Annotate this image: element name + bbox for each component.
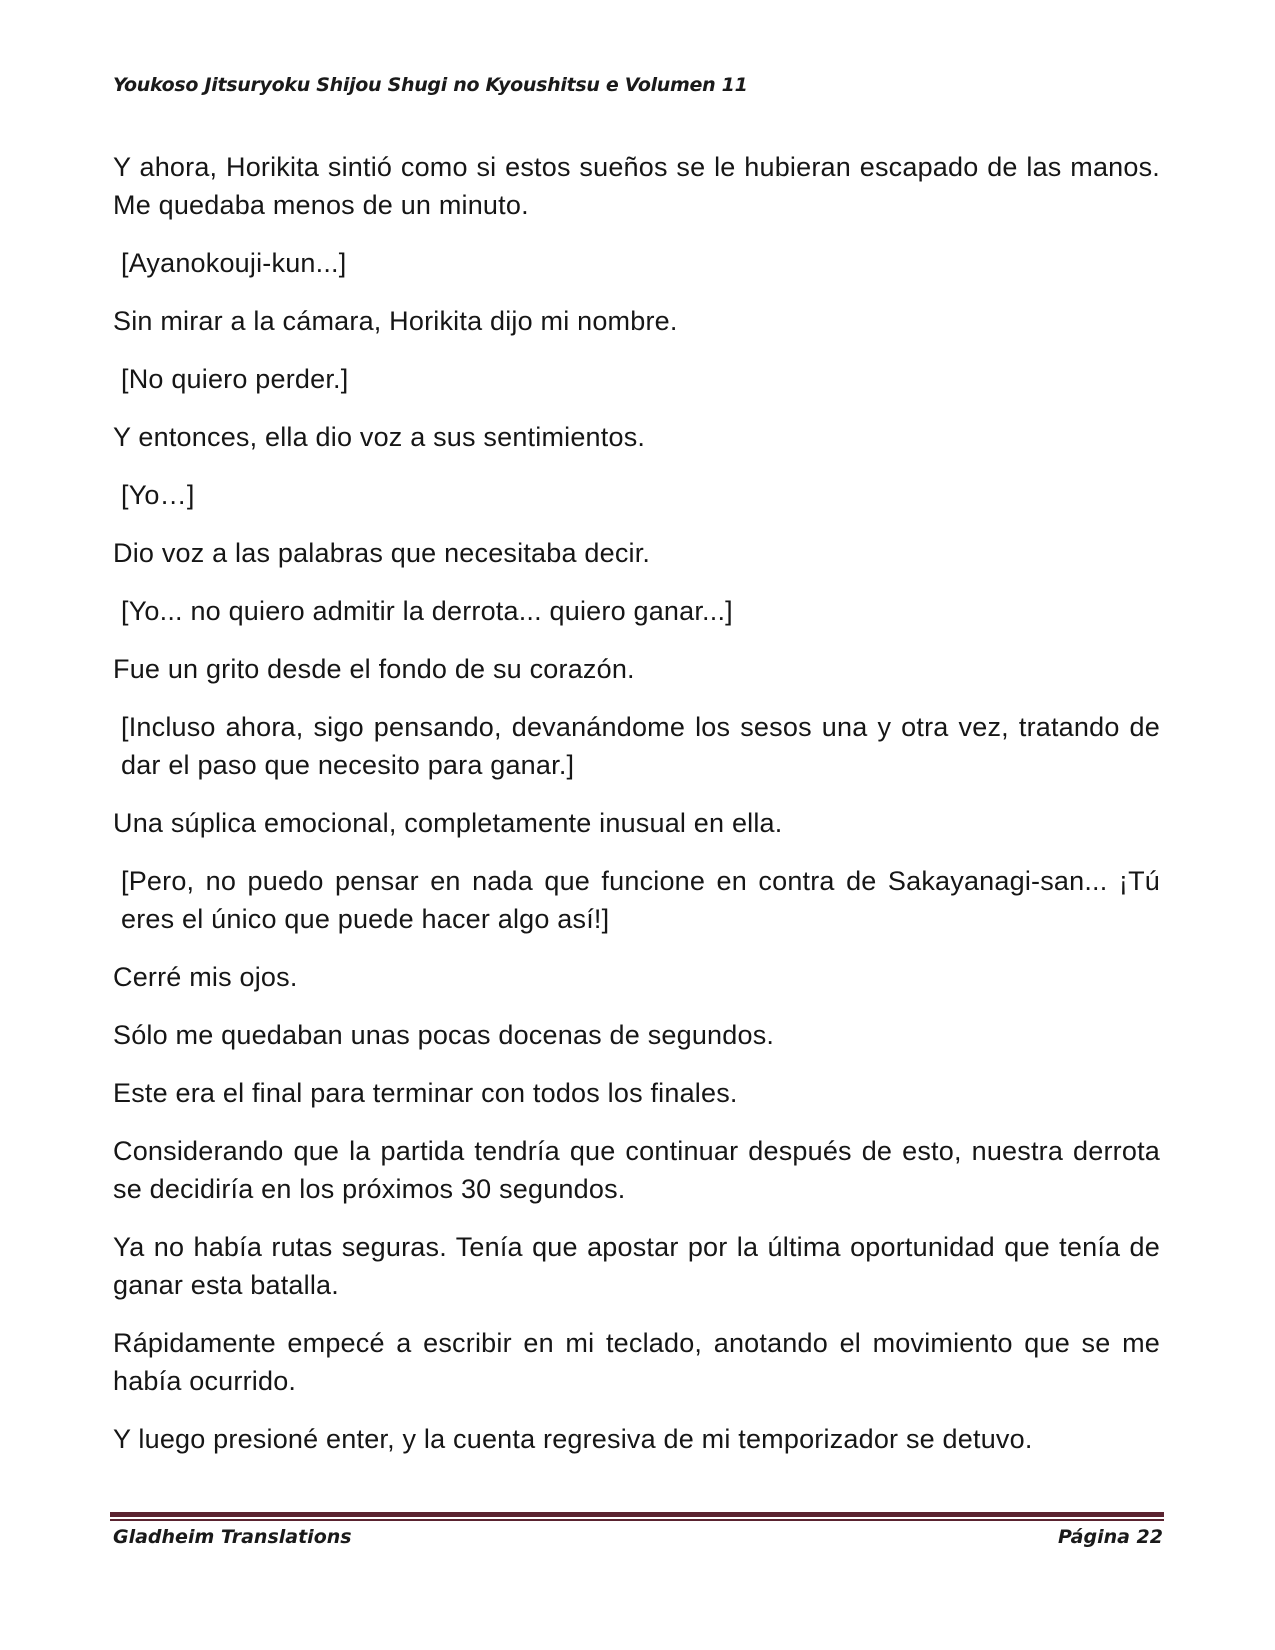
- dialog-line: [Ayanokouji-kun...]: [121, 248, 347, 278]
- footer-page-number: Página 22: [1057, 1526, 1163, 1548]
- paragraph: Y ahora, Horikita sintió como si estos sueños se le hubieran escapado de las manos. Me quedaba menos de un minuto.: [113, 152, 1160, 220]
- footer-divider-thin: [110, 1519, 1164, 1521]
- page-body: [113, 148, 1160, 1478]
- footer-translator-credit: Gladheim Translations: [113, 1526, 352, 1548]
- paragraph: Dio voz a las palabras que necesitaba decir.: [113, 538, 651, 568]
- paragraph: Sin mirar a la cámara, Horikita dijo mi nombre.: [113, 306, 678, 336]
- page-header-title: Youkoso Jitsuryoku Shijou Shugi no Kyoushitsu e Volumen 11: [113, 74, 748, 96]
- paragraph: Ya no había rutas seguras. Tenía que apostar por la última oportunidad que tenía de ganar esta batalla.: [113, 1232, 1160, 1300]
- paragraph: Fue un grito desde el fondo de su corazón.: [113, 654, 635, 684]
- footer-divider: [110, 1512, 1164, 1517]
- paragraph: Este era el final para terminar con todos los finales.: [113, 1078, 738, 1108]
- paragraph: Rápidamente empecé a escribir en mi teclado, anotando el movimiento que se me había ocurrido.: [113, 1328, 1160, 1396]
- paragraph: Cerré mis ojos.: [113, 962, 298, 992]
- dialog-line: [No quiero perder.]: [121, 364, 349, 394]
- dialog-line: [Incluso ahora, sigo pensando, devanándome los sesos una y otra vez, tratando de dar el paso que necesito para ganar.]: [121, 712, 1160, 780]
- dialog-line: [Yo... no quiero admitir la derrota... quiero ganar...]: [121, 596, 733, 626]
- dialog-line: [Pero, no puedo pensar en nada que funcione en contra de Sakayanagi-san... ¡Tú eres el único que puede hacer algo así!]: [121, 866, 1160, 934]
- paragraph: Y luego presioné enter, y la cuenta regresiva de mi temporizador se detuvo.: [113, 1424, 1033, 1454]
- paragraph: Y entonces, ella dio voz a sus sentimientos.: [113, 422, 646, 452]
- paragraph: Sólo me quedaban unas pocas docenas de segundos.: [113, 1020, 775, 1050]
- paragraph: Considerando que la partida tendría que continuar después de esto, nuestra derrota se decidiría en los próximos 30 segundos.: [113, 1136, 1160, 1204]
- paragraph: Una súplica emocional, completamente inusual en ella.: [113, 808, 783, 838]
- dialog-line: [Yo…]: [121, 480, 195, 510]
